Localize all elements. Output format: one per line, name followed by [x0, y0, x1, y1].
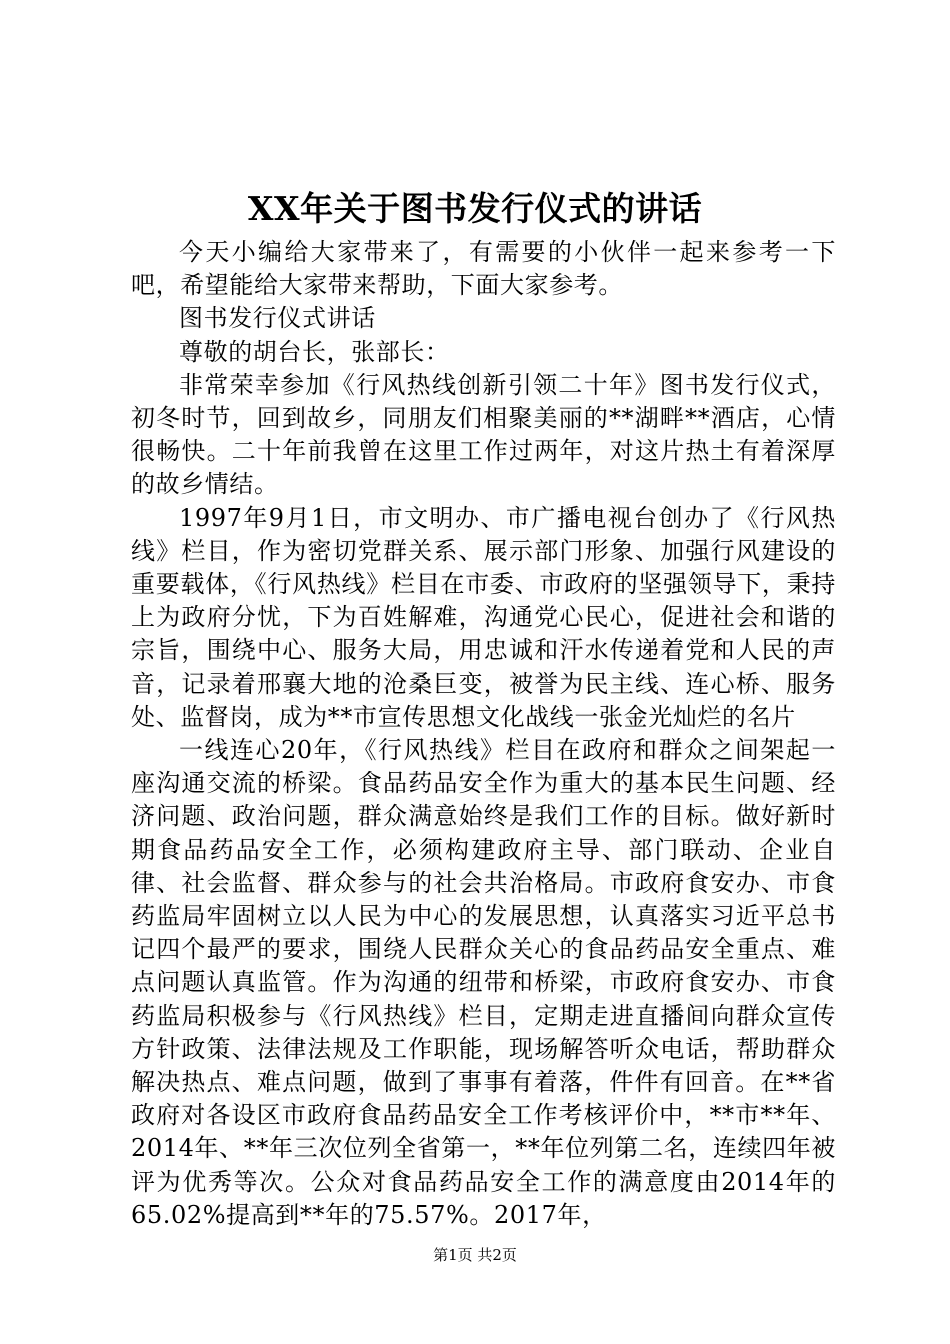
- page-footer: 第1页 共2页: [433, 1246, 517, 1264]
- document-body: [131, 236, 836, 1232]
- paragraph-body-2: 1997年9月1日，市文明办、市广播电视台创办了《行风热线》栏目，作为密切党群关系、展示部门形象、加强行风建设的重要载体，《行风热线》栏目在市委、市政府的坚强领导下，秉持上为政府分忧，下为百姓解难，沟通党心民心，促进社会和谐的宗旨，围绕中心、服务大局，用忠诚和汗水传递着党和人民的声音，记录着邢襄大地的沧桑巨变，被誉为民主线、连心桥、服务处、监督岗，成为**市宣传思想文化战线一张金光灿烂的名片: [131, 503, 836, 731]
- paragraph-subtitle: 图书发行仪式讲话: [179, 304, 376, 333]
- document-title: XX年关于图书发行仪式的讲话: [247, 189, 703, 228]
- paragraph-body-3: 一线连心20年，《行风热线》栏目在政府和群众之间架起一座沟通交流的桥梁。食品药品安全作为重大的基本民生问题、经济问题、政治问题，群众满意始终是我们工作的目标。做好新时期食品药品安全工作，必须构建政府主导、部门联动、企业自律、社会监督、群众参与的社会共治格局。市政府食安办、市食药监局牢固树立以人民为中心的发展思想，认真落实习近平总书记四个最严的要求，围绕人民群众关心的食品药品安全重点、难点问题认真监管。作为沟通的纽带和桥梁，市政府食安办、市食药监局积极参与《行风热线》栏目，定期走进直播间向群众宣传方针政策、法律法规及工作职能，现场解答听众电话，帮助群众解决热点、难点问题，做到了事事有着落，件件有回音。在**省政府对各设区市政府食品药品安全工作考核评价中，**市**年、2014年、**年三次位列全省第一，**年位列第二名，连续四年被评为优秀等次。公众对食品药品安全工作的满意度由2014年的65.02%提高到**年的75.57%。2017年，: [131, 736, 836, 1229]
- paragraph-body-1: 非常荣幸参加《行风热线创新引领二十年》图书发行仪式，初冬时节，回到故乡，同朋友们相聚美丽的**湖畔**酒店，心情很畅快。二十年前我曾在这里工作过两年，对这片热土有着深厚的故乡情结。: [131, 370, 836, 499]
- paragraph-intro: 今天小编给大家带来了，有需要的小伙伴一起来参考一下吧，希望能给大家带来帮助，下面大家参考。: [131, 238, 836, 300]
- paragraph-salutation: 尊敬的胡台长，张部长：: [179, 337, 450, 366]
